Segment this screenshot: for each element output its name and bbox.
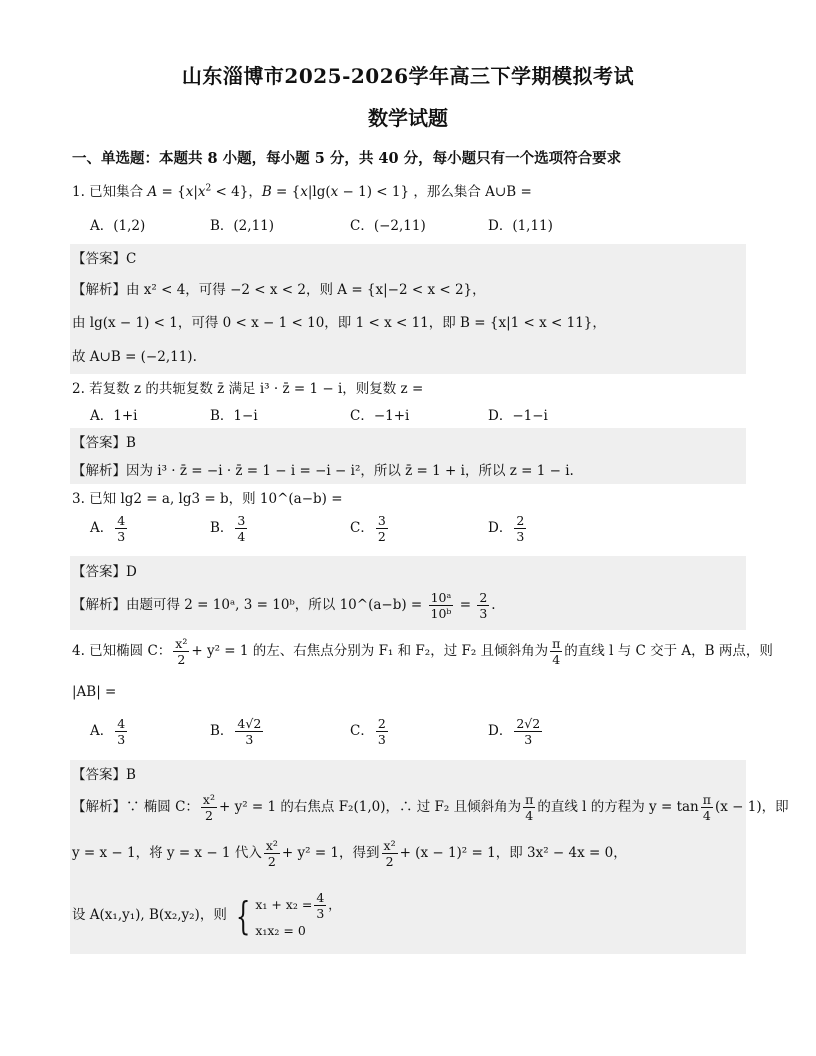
q2-option-d: D．−1−i [488,408,548,424]
q1-analysis-1: 【解析】由 x² < 4，可得 −2 < x < 2，则 A = {x|−2 < x < 2}， [72,282,486,298]
q2-analysis: 【解析】因为 i³ · z̄ = −i · z̄ = 1 − i = −i − i²，所以 z̄ = 1 + i，所以 z = 1 − i. [72,463,574,479]
q3-option-c: C． $\frac{3}{2}$ [350,513,386,544]
q4-analysis-1: 【解析】∵ 椭圆 C： $\frac{\text{x²}}{2}$ + y² = 1 的右焦点 F₂(1,0)，∴ 过 F₂ 且倾斜角为 $\frac{\pi}{4}$ 的直线 l 的方程为 y = tan $\frac{\pi}{4}$ (x − 1)，即 [72,792,789,823]
question-4-stem-cont: |AB| = [72,684,117,700]
q4-answer: 【答案】B [72,767,136,783]
equation-system: { x₁ + x₂ = $\frac{4}{3}$ ， x₁x₂ = 0 [235,890,341,938]
q1-option-d: D．(1,11) [488,218,553,234]
q1-option-b: B．(2,11) [210,218,275,234]
exam-subtitle: 数学试题 [368,106,448,130]
q1-analysis-3: 故 A∪B = (−2,11). [72,349,197,365]
q4-option-d: D． $\frac{2√2}{3}$ [488,716,541,747]
q4-analysis-2: y = x − 1，将 y = x − 1 代入 $\frac{\text{x²}}{2}$ + y² = 1，得到 $\frac{\text{x²}}{2}$ + (x − 1)² = 1，即 3x² − 4x = 0， [72,838,627,869]
section-heading: 一、单选题：本题共 8 小题，每小题 5 分，共 40 分，每小题只有一个选项符合要求 [72,150,622,167]
q2-answer: 【答案】B [72,435,136,451]
q4-analysis-3: 设 A(x₁,y₁), B(x₂,y₂)，则 { x₁ + x₂ = $\frac{4}{3}$ ， x₁x₂ = 0 [72,890,341,941]
q4-option-a: A． $\frac{4}{3}$ [90,716,126,747]
question-4-stem: 4. 已知椭圆 C： $\frac{\text{x²}}{2}$ + y² = 1 的左、右焦点分别为 F₁ 和 F₂，过 F₂ 且倾斜角为 $\frac{\pi}{4}$ 的直线 l 与 C 交于 A，B 两点，则 [72,636,773,667]
q2-option-c: C．−1+i [350,408,410,424]
set-a-def: $A = \{x|x^2 < 4\}$，B = {x|lg(x − 1) < 1} [147,183,410,200]
q3-option-d: D． $\frac{2}{3}$ [488,513,525,544]
q3-answer: 【答案】D [72,564,137,580]
q1-answer: 【答案】C [72,251,137,267]
q1-option-a: A．(1,2) [90,218,146,234]
q3-analysis: 【解析】由题可得 2 = 10ᵃ, 3 = 10ᵇ，所以 10^(a−b) = $\frac{\text{10ᵃ}}{\text{10ᵇ}}$ = $\frac{2}{3}$ . [72,590,496,621]
question-1-stem: 1. 已知集合 $A = \{x|x^2 < 4\}$，B = {x|lg(x − 1) < 1} ，那么集合 A∪B = [72,183,532,200]
q4-option-b: B． $\frac{4√2}{3}$ [210,716,262,747]
question-3-stem: 3. 已知 lg2 = a, lg3 = b，则 10^(a−b) = [72,491,343,507]
q2-option-a: A．1+i [90,408,138,424]
q2-option-b: B．1−i [210,408,258,424]
q4-option-c: C． $\frac{2}{3}$ [350,716,386,747]
question-2-stem: 2. 若复数 z 的共轭复数 z̄ 满足 i³ · z̄ = 1 − i，则复数 z = [72,381,424,397]
q1-option-c: C．(−2,11) [350,218,426,234]
exam-title: 山东淄博市2025-2026学年高三下学期模拟考试 [181,64,635,88]
q3-option-b: B． $\frac{3}{4}$ [210,513,246,544]
q3-option-a: A． $\frac{4}{3}$ [90,513,126,544]
q1-analysis-2: 由 lg(x − 1) < 1，可得 0 < x − 1 < 10，即 1 < x < 11，即 B = {x|1 < x < 11}， [72,315,606,331]
